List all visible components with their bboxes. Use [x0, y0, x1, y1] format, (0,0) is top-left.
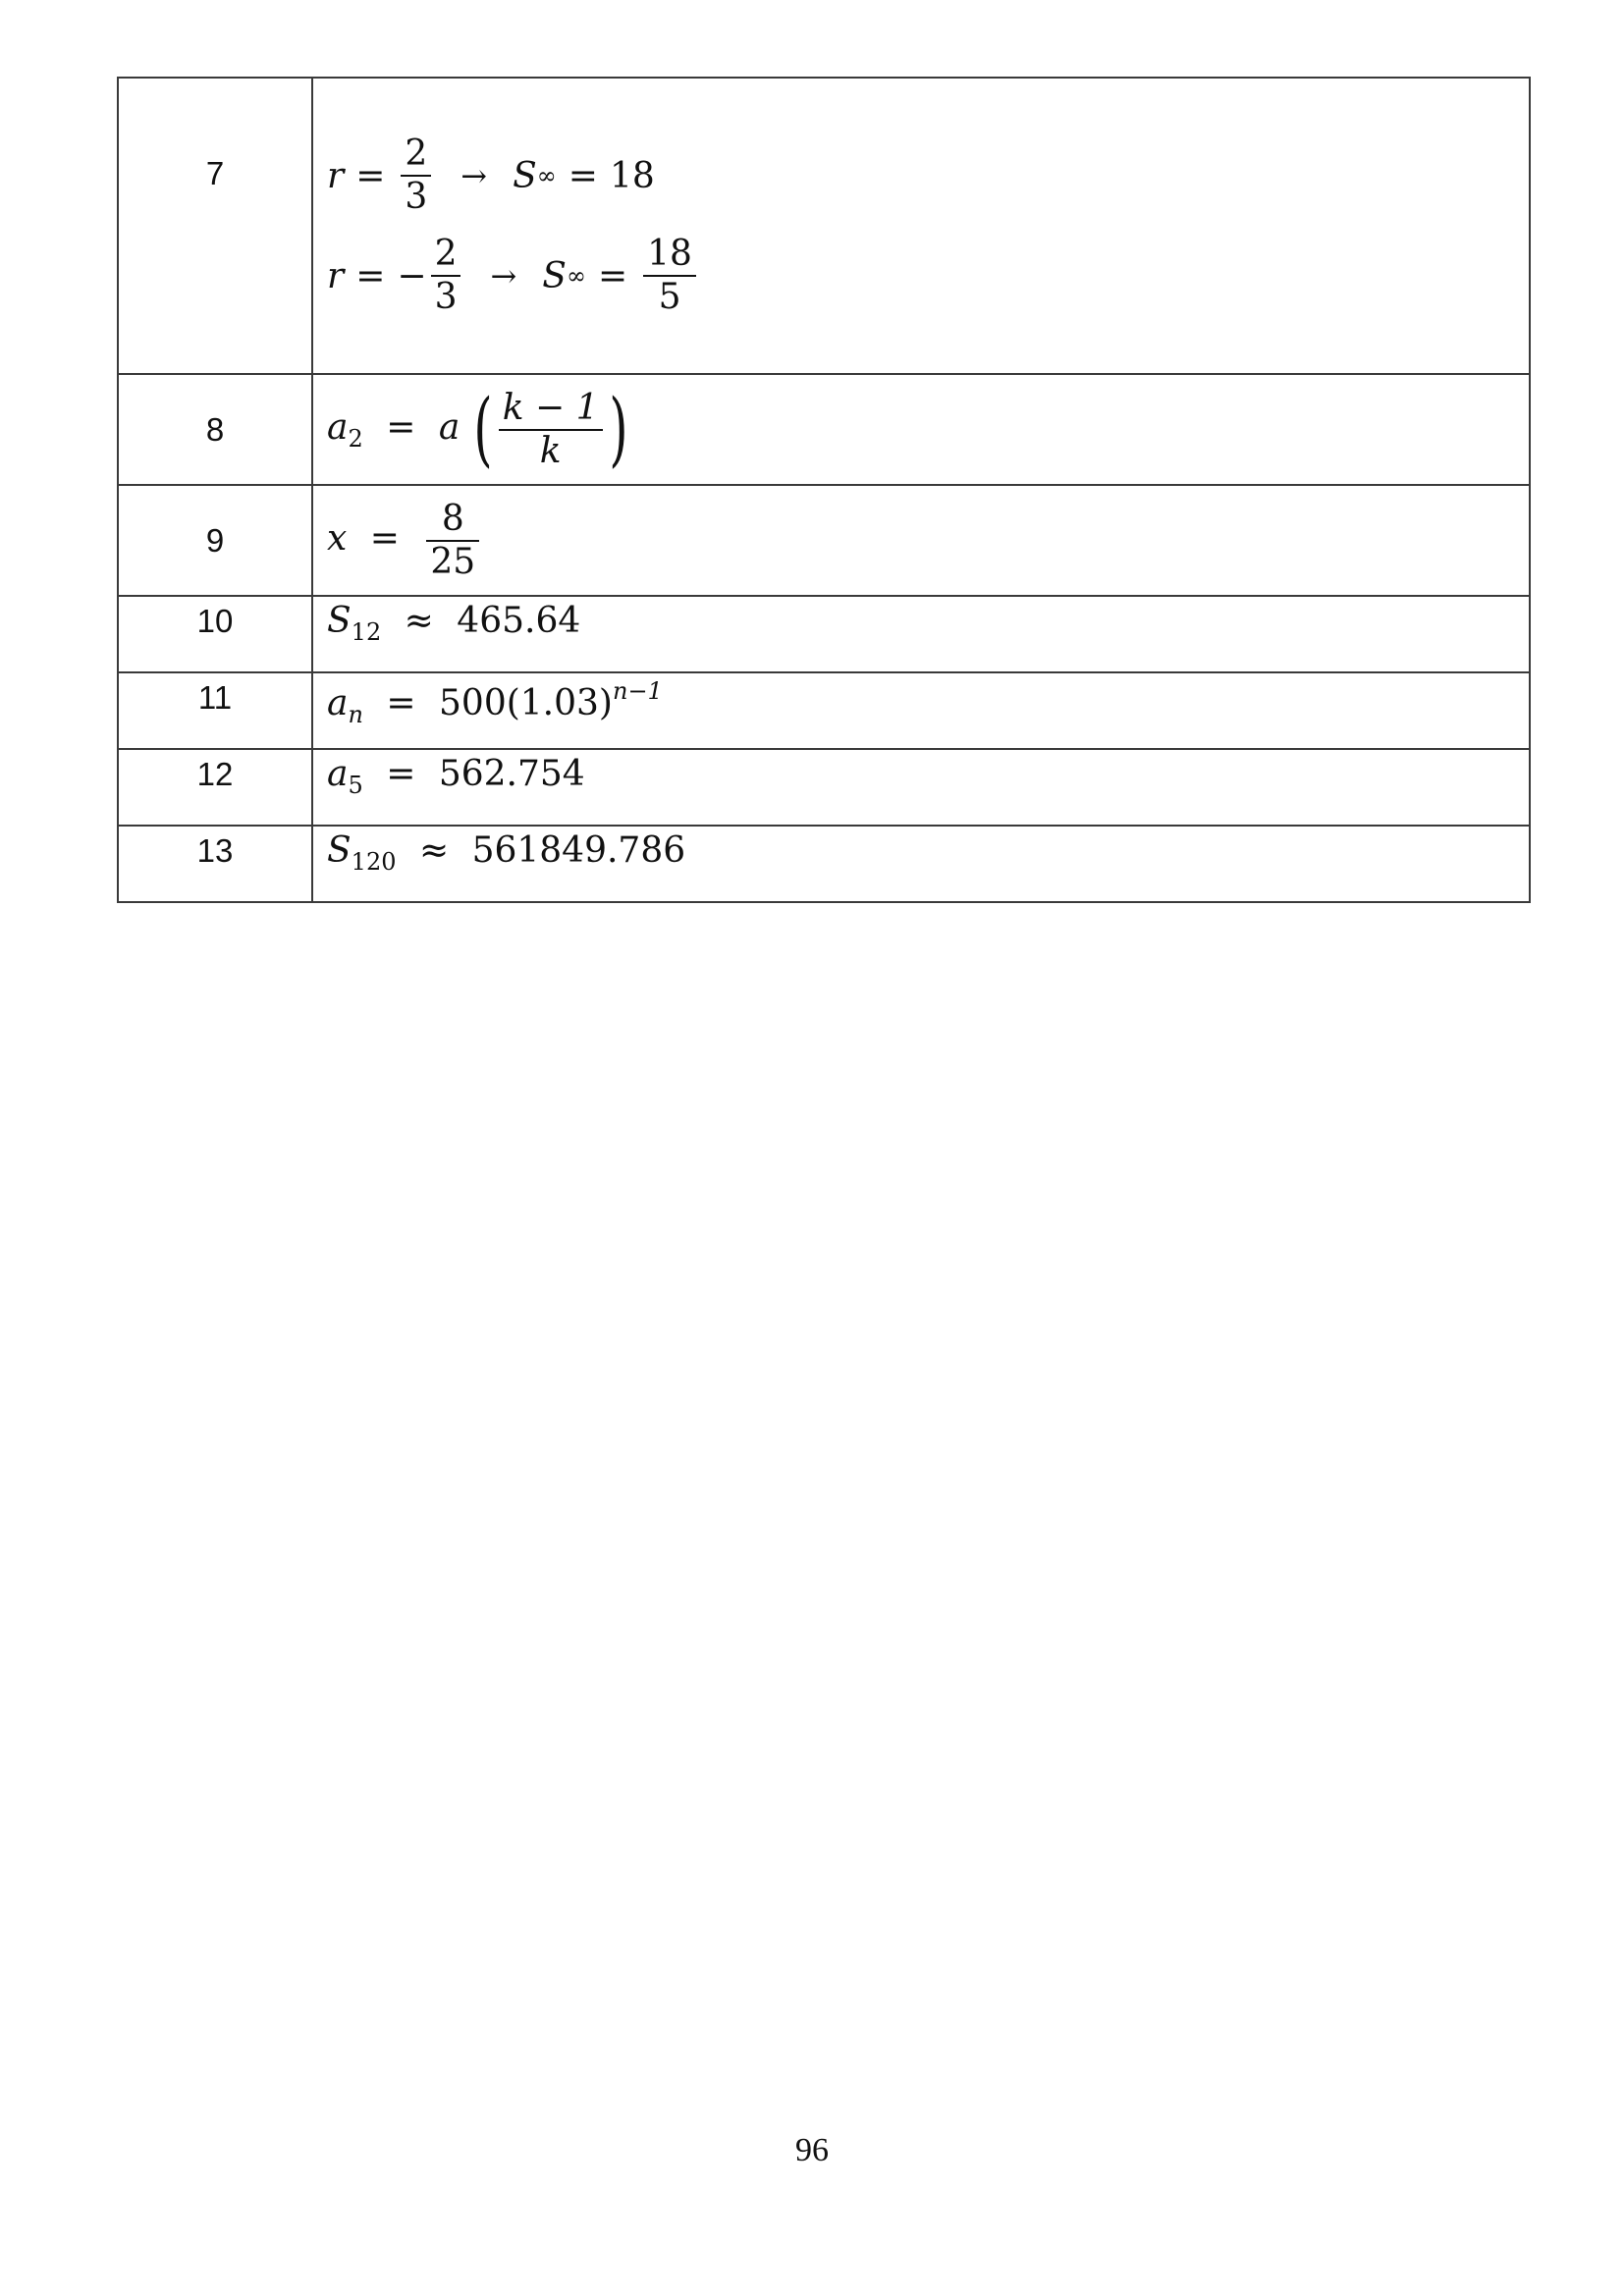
fraction-numerator: k − 1 [499, 390, 603, 431]
math-subscript: 5 [348, 772, 363, 799]
math-operator: = [386, 683, 416, 723]
table-row [118, 749, 1530, 826]
fraction-numerator: 18 [643, 236, 696, 277]
math-variable: a [438, 406, 460, 448]
fraction-numerator: 8 [426, 501, 479, 542]
math-operator: = [386, 754, 416, 794]
math-subscript: n [348, 701, 363, 728]
answer-cell [312, 78, 1530, 374]
math-operator: = [386, 406, 416, 448]
math-value: 465.64 [457, 601, 581, 641]
math-fraction [499, 387, 603, 471]
math-variable: r [327, 255, 345, 296]
table-row [118, 485, 1530, 596]
answer-cell [312, 672, 1530, 749]
math-operator: = [568, 155, 598, 196]
math-variable: S [513, 155, 537, 196]
math-exponent: n−1 [612, 677, 663, 705]
math-value: 18 [609, 155, 655, 196]
answer-cell [312, 374, 1530, 485]
math-operator: = [355, 255, 386, 296]
math-value: 562.754 [438, 754, 585, 794]
left-paren: ( [473, 382, 493, 476]
table-row [118, 596, 1530, 672]
math-variable: a [327, 754, 349, 794]
math-operator: ≈ [418, 830, 450, 871]
math-operator: = [597, 255, 628, 296]
math-subscript: 12 [351, 618, 382, 646]
math-subscript: 120 [351, 848, 397, 876]
fraction-denominator: 3 [405, 177, 428, 217]
table-row [118, 672, 1530, 749]
math-value: 561849.786 [471, 830, 686, 871]
table-row [118, 78, 1530, 374]
math-sign: − [397, 255, 427, 296]
math-subscript: ∞ [566, 262, 586, 290]
answers-table [117, 77, 1531, 903]
math-fraction [401, 135, 431, 216]
question-number: 8 [118, 374, 312, 485]
page-number: 96 [795, 2132, 829, 2168]
question-number: 10 [118, 596, 312, 672]
answer-cell [312, 596, 1530, 672]
answer-line [327, 226, 1529, 326]
math-operator: = [369, 517, 400, 559]
math-variable: S [327, 830, 352, 871]
right-paren: ) [608, 382, 628, 476]
question-number: 7 [118, 78, 312, 374]
math-value: 500(1.03) [439, 683, 613, 723]
math-variable: a [327, 406, 349, 448]
fraction-numerator: 2 [401, 135, 431, 177]
answer-line [327, 126, 1529, 226]
math-variable: x [327, 517, 348, 559]
fraction-denominator: 5 [658, 277, 681, 317]
answer-cell [312, 826, 1530, 902]
question-number: 13 [118, 826, 312, 902]
question-number: 9 [118, 485, 312, 596]
fraction-numerator: 2 [431, 236, 461, 277]
question-number: 12 [118, 749, 312, 826]
math-subscript: ∞ [536, 162, 557, 189]
arrow-icon: → [460, 157, 488, 194]
math-fraction [643, 236, 696, 316]
math-variable: r [327, 155, 345, 196]
fraction-denominator: k [539, 430, 562, 471]
table-row [118, 374, 1530, 485]
answer-cell [312, 485, 1530, 596]
math-fraction [426, 498, 479, 582]
math-variable: S [327, 601, 352, 641]
math-variable: S [542, 255, 567, 296]
math-variable: a [327, 683, 349, 723]
math-operator: = [355, 155, 386, 196]
fraction-denominator: 25 [430, 541, 476, 582]
table-row [118, 826, 1530, 902]
answer-cell [312, 749, 1530, 826]
math-operator: ≈ [404, 601, 434, 641]
question-number: 11 [118, 672, 312, 749]
fraction-denominator: 3 [434, 277, 458, 317]
math-fraction [431, 236, 461, 316]
arrow-icon: → [490, 257, 517, 294]
math-subscript: 2 [348, 424, 363, 453]
